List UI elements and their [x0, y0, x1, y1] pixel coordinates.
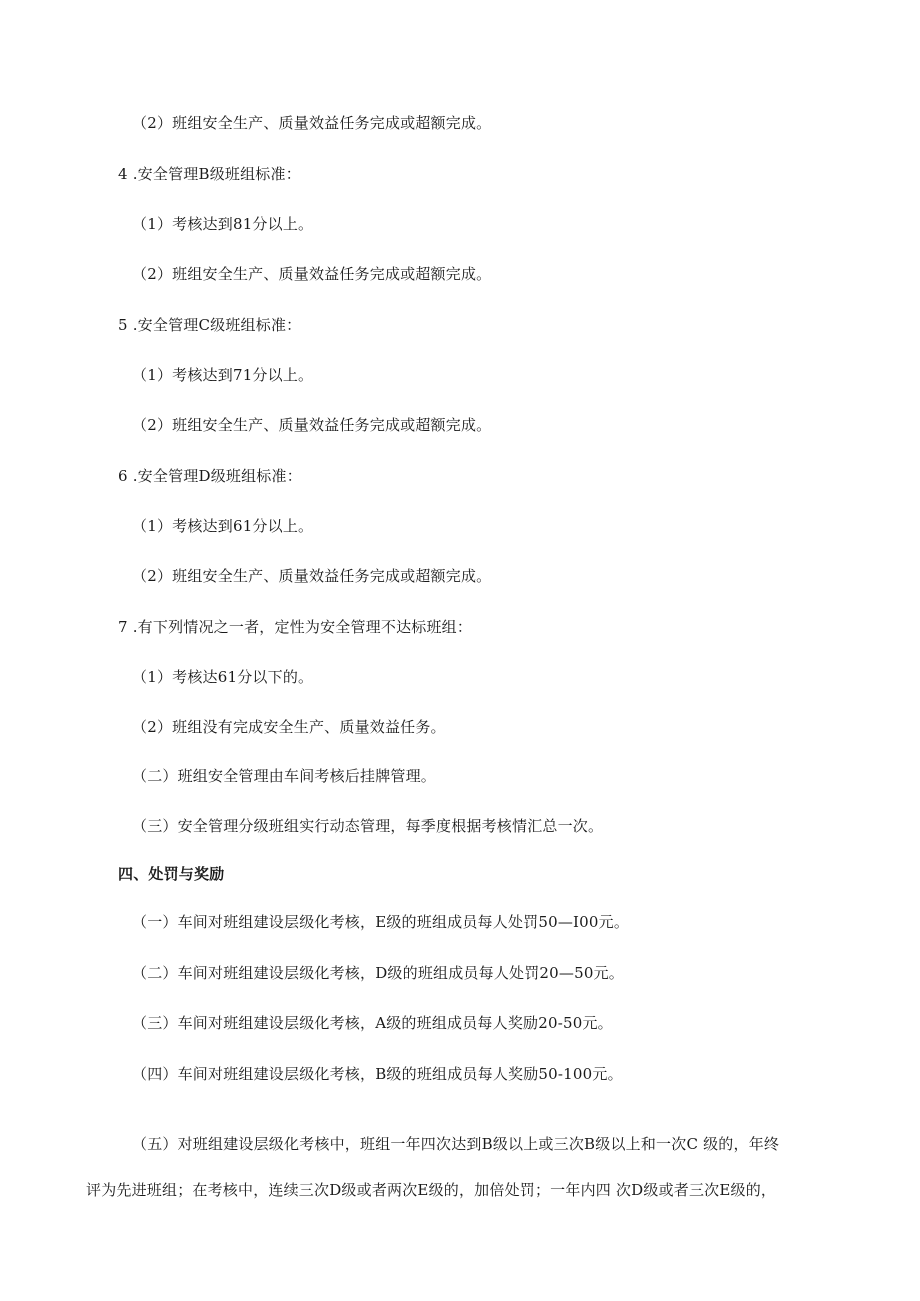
text-line: （2）班组没有完成安全生产、质量效益任务。	[132, 718, 446, 736]
text-line: （2）班组安全生产、质量效益任务完成或超额完成。	[132, 114, 492, 132]
text-line: （三）车间对班组建设层级化考核，A级的班组成员每人奖励20-50元。	[132, 1014, 613, 1032]
numbered-heading: 7 .有下列情况之一者，定性为安全管理不达标班组：	[118, 618, 473, 636]
text-line: （三）安全管理分级班组实行动态管理，每季度根据考核情汇总一次。	[132, 817, 604, 835]
text-line: （四）车间对班组建设层级化考核，B级的班组成员每人奖励50-100元。	[132, 1065, 623, 1083]
text-line: （2）班组安全生产、质量效益任务完成或超额完成。	[132, 567, 492, 585]
text-line: （一）车间对班组建设层级化考核，E级的班组成员每人处罚50—I00元。	[132, 913, 630, 931]
section-heading: 四、处罚与奖励	[118, 865, 225, 883]
numbered-heading: 5 .安全管理C级班组标准：	[118, 316, 302, 334]
text-line: （1）考核达61分以下的。	[132, 668, 314, 686]
numbered-heading: 4 .安全管理B级班组标准：	[118, 165, 301, 183]
text-line: （二）班组安全管理由车间考核后挂牌管理。	[132, 767, 437, 785]
paragraph-line: 评为先进班组；在考核中，连续三次D级或者两次E级的，加倍处罚；一年内四 次D级或者三次E级的，	[86, 1181, 777, 1199]
text-line: （1）考核达到61分以上。	[132, 517, 314, 535]
text-line: （二）车间对班组建设层级化考核，D级的班组成员每人处罚20—50元。	[132, 964, 625, 982]
text-line: （1）考核达到81分以上。	[132, 215, 314, 233]
text-line: （2）班组安全生产、质量效益任务完成或超额完成。	[132, 416, 492, 434]
text-line: （1）考核达到71分以上。	[132, 366, 314, 384]
text-line: （2）班组安全生产、质量效益任务完成或超额完成。	[132, 265, 492, 283]
paragraph-line: （五）对班组建设层级化考核中，班组一年四次达到B级以上或三次B级以上和一次C 级的，年终	[132, 1135, 780, 1153]
numbered-heading: 6 .安全管理D级班组标准：	[118, 467, 302, 485]
